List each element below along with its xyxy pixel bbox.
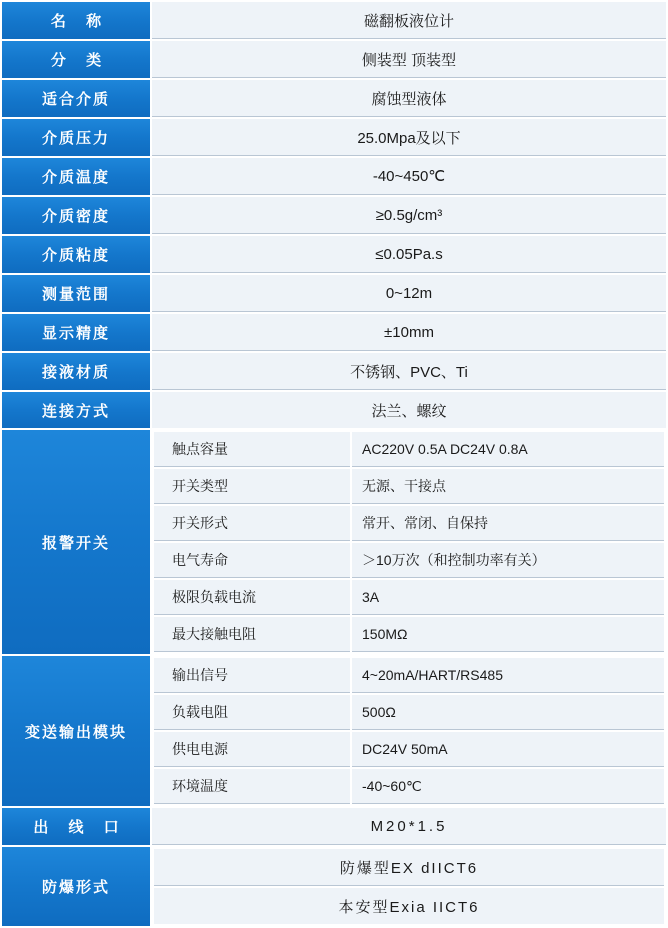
row-label-range: 测量范围 xyxy=(2,275,150,312)
explosion-proof-group xyxy=(2,847,666,926)
row-label-viscosity: 介质粘度 xyxy=(2,236,150,273)
transmitter-subtable xyxy=(152,656,666,806)
alarm-item-label-limit-current: 极限负载电流 xyxy=(154,580,350,615)
row-value-classification: 侧装型 顶装型 xyxy=(152,41,666,78)
alarm-item-value-switch-type: 无源、干接点 xyxy=(352,469,664,504)
alarm-switch-items xyxy=(152,430,666,654)
list-item xyxy=(154,432,664,467)
alarm-item-label-max-contact-resistance: 最大接触电阻 xyxy=(154,617,350,652)
row-value-accuracy: ±10mm xyxy=(152,314,666,351)
list-item xyxy=(154,506,664,541)
explosion-proof-subtable xyxy=(152,847,666,926)
row-label-accuracy: 显示精度 xyxy=(2,314,150,351)
transmitter-item-value-load-resistance: 500Ω xyxy=(352,695,664,730)
list-item xyxy=(154,580,664,615)
table-row xyxy=(2,353,666,390)
transmitter-item-value-output-signal: 4~20mA/HART/RS485 xyxy=(352,658,664,693)
row-value-name: 磁翻板液位计 xyxy=(152,2,666,39)
list-item xyxy=(154,769,664,804)
explosion-proof-value-d: 防爆型EX dIICT6 xyxy=(154,849,664,886)
table-row xyxy=(2,275,666,312)
table-row xyxy=(2,119,666,156)
row-label-classification: 分 类 xyxy=(2,41,150,78)
table-row xyxy=(2,41,666,78)
transmitter-item-label-power-supply: 供电电源 xyxy=(154,732,350,767)
alarm-item-value-limit-current: 3A xyxy=(352,580,664,615)
row-label-pressure: 介质压力 xyxy=(2,119,150,156)
row-label-density: 介质密度 xyxy=(2,197,150,234)
table-row xyxy=(2,236,666,273)
row-label-wetted-material: 接液材质 xyxy=(2,353,150,390)
table-row xyxy=(2,808,666,845)
alarm-item-value-electrical-life: ＞10万次（和控制功率有关） xyxy=(352,543,664,578)
transmitter-item-value-ambient-temperature: -40~60℃ xyxy=(352,769,664,804)
list-item xyxy=(154,469,664,504)
alarm-item-value-max-contact-resistance: 150MΩ xyxy=(352,617,664,652)
table-row xyxy=(2,158,666,195)
list-item xyxy=(154,695,664,730)
alarm-item-label-switch-form: 开关形式 xyxy=(154,506,350,541)
group-label-transmitter-module: 变送输出模块 xyxy=(2,656,150,806)
list-item xyxy=(154,849,664,886)
table-row xyxy=(2,314,666,351)
alarm-switch-group xyxy=(2,430,666,654)
group-label-alarm-switch: 报警开关 xyxy=(2,430,150,654)
alarm-item-label-switch-type: 开关类型 xyxy=(154,469,350,504)
row-value-range: 0~12m xyxy=(152,275,666,312)
list-item xyxy=(154,658,664,693)
row-value-density: ≥0.5g/cm³ xyxy=(152,197,666,234)
alarm-item-label-electrical-life: 电气寿命 xyxy=(154,543,350,578)
row-label-medium: 适合介质 xyxy=(2,80,150,117)
alarm-switch-subtable xyxy=(152,430,666,654)
list-item xyxy=(154,732,664,767)
row-value-outlet: M20*1.5 xyxy=(152,808,666,845)
alarm-item-value-contact-capacity: AC220V 0.5A DC24V 0.8A xyxy=(352,432,664,467)
explosion-proof-value-ia: 本安型Exia IICT6 xyxy=(154,888,664,924)
transmitter-module-items xyxy=(152,656,666,806)
row-value-viscosity: ≤0.05Pa.s xyxy=(152,236,666,273)
row-label-connection: 连接方式 xyxy=(2,392,150,428)
list-item xyxy=(154,617,664,652)
row-value-medium: 腐蚀型液体 xyxy=(152,80,666,117)
row-value-temperature: -40~450℃ xyxy=(152,158,666,195)
row-label-name: 名 称 xyxy=(2,2,150,39)
table-row xyxy=(2,80,666,117)
transmitter-item-label-output-signal: 输出信号 xyxy=(154,658,350,693)
explosion-proof-items xyxy=(152,847,666,926)
row-value-wetted-material: 不锈钢、PVC、Ti xyxy=(152,353,666,390)
row-value-pressure: 25.0Mpa及以下 xyxy=(152,119,666,156)
group-label-explosion-proof: 防爆形式 xyxy=(2,847,150,926)
list-item xyxy=(154,543,664,578)
table-row xyxy=(2,392,666,428)
transmitter-item-label-ambient-temperature: 环境温度 xyxy=(154,769,350,804)
row-label-temperature: 介质温度 xyxy=(2,158,150,195)
transmitter-module-group xyxy=(2,656,666,806)
transmitter-item-label-load-resistance: 负载电阻 xyxy=(154,695,350,730)
alarm-item-value-switch-form: 常开、常闭、自保持 xyxy=(352,506,664,541)
spec-table-body xyxy=(2,2,666,926)
row-value-connection: 法兰、螺纹 xyxy=(152,392,666,428)
table-row xyxy=(2,197,666,234)
row-label-outlet: 出 线 口 xyxy=(2,808,150,845)
transmitter-item-value-power-supply: DC24V 50mA xyxy=(352,732,664,767)
table-row xyxy=(2,2,666,39)
alarm-item-label-contact-capacity: 触点容量 xyxy=(154,432,350,467)
list-item xyxy=(154,888,664,924)
